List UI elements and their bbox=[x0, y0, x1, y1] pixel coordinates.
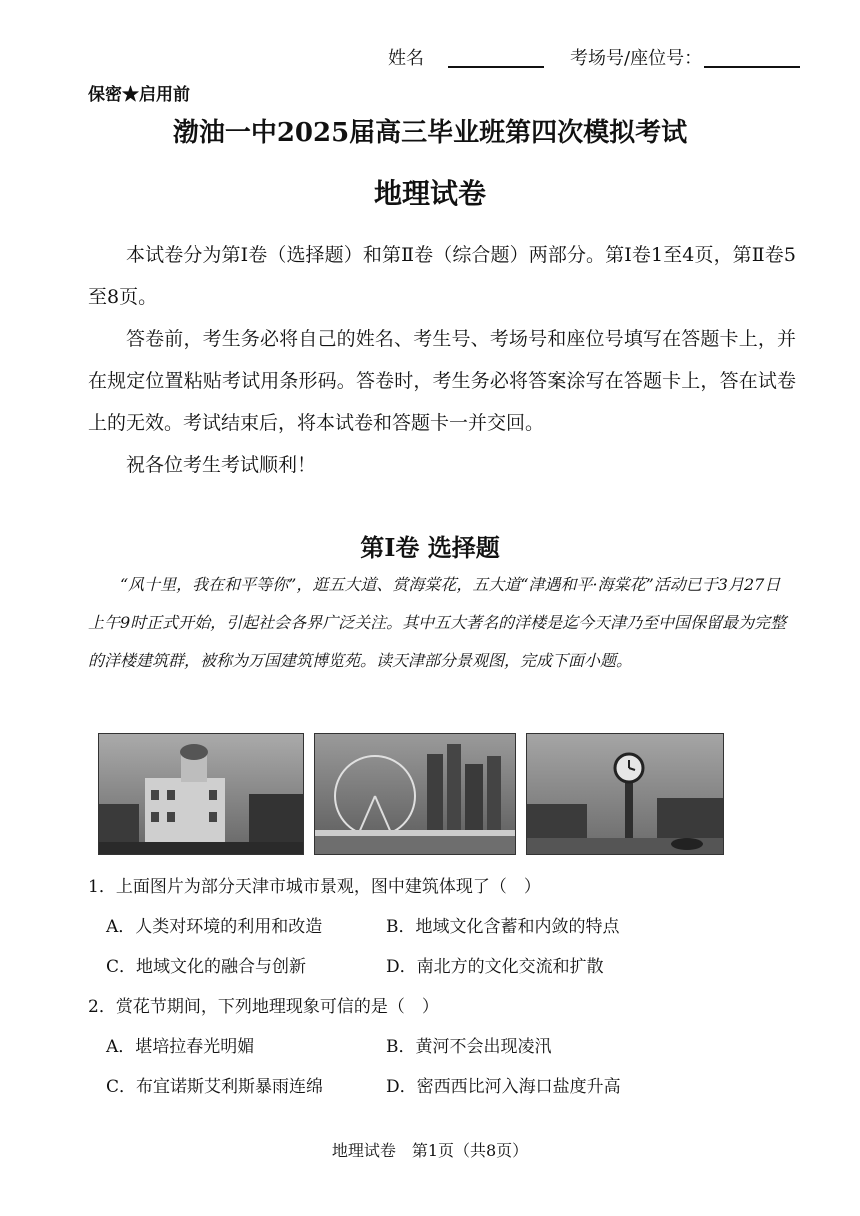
secret-mark: 保密★启用前 bbox=[88, 85, 190, 105]
question-1-stem: 1．上面图片为部分天津市城市景观，图中建筑体现了（ ） bbox=[88, 877, 541, 897]
question-2-option-d: D．密西西比河入海口盐度升高 bbox=[386, 1077, 621, 1097]
name-blank bbox=[448, 66, 544, 68]
question-1-option-a: A．人类对环境的利用和改造 bbox=[106, 917, 323, 937]
photo-western-building bbox=[98, 733, 304, 855]
photo-ferris-wheel bbox=[314, 733, 516, 855]
section-title: 第Ⅰ卷 选择题 bbox=[360, 533, 500, 562]
name-label: 姓名 bbox=[388, 48, 424, 69]
question-1-option-b: B．地域文化含蓄和内敛的特点 bbox=[386, 917, 620, 937]
material-intro bbox=[88, 566, 796, 680]
instruction-paragraph: 本试卷分为第Ⅰ卷（选择题）和第Ⅱ卷（综合题）两部分。第Ⅰ卷1至4页，第Ⅱ卷5至8页。 bbox=[88, 244, 796, 308]
question-2-option-a: A．堪培拉春光明媚 bbox=[106, 1037, 255, 1057]
question-2-stem: 2．赏花节期间，下列地理现象可信的是（ ） bbox=[88, 997, 439, 1017]
seat-label: 考场号/座位号： bbox=[570, 48, 703, 69]
instruction-paragraph: 祝各位考生考试顺利！ bbox=[126, 454, 317, 476]
photo-clock-square bbox=[526, 733, 724, 855]
question-1-option-d: D．南北方的文化交流和扩散 bbox=[386, 957, 604, 977]
exam-subtitle: 地理试卷 bbox=[373, 177, 486, 210]
seat-blank bbox=[704, 66, 800, 68]
page-footer: 地理试卷 第1页（共8页） bbox=[331, 1141, 529, 1160]
instructions bbox=[88, 234, 796, 486]
instruction-paragraph: 答卷前，考生务必将自己的姓名、考生号、考场号和座位号填写在答题卡上，并在规定位置粘贴考试用条形码。答卷时，考生务必将答案涂写在答题卡上，答在试卷上的无效。考试结束后，将本试卷和答题卡一并交回。 bbox=[88, 328, 796, 434]
exam-title: 渤油一中2025届高三毕业班第四次模拟考试 bbox=[172, 118, 688, 148]
question-2-option-c: C．布宜诺斯艾利斯暴雨连绵 bbox=[106, 1077, 324, 1097]
question-2-option-b: B．黄河不会出现凌汛 bbox=[386, 1037, 552, 1057]
question-1-option-c: C．地域文化的融合与创新 bbox=[106, 957, 307, 977]
intro-text: “风十里，我在和平等你”，逛五大道、赏海棠花，五大道“津遇和平·海棠花”活动已于3月27日上午9时正式开始，引起社会各界广泛关注。其中五大著名的洋楼是迄今天津乃至中国保留最为完整的洋楼建筑群，被称为万国建筑博览苑。读天津部分景观图，完成下面小题。 bbox=[88, 575, 787, 670]
